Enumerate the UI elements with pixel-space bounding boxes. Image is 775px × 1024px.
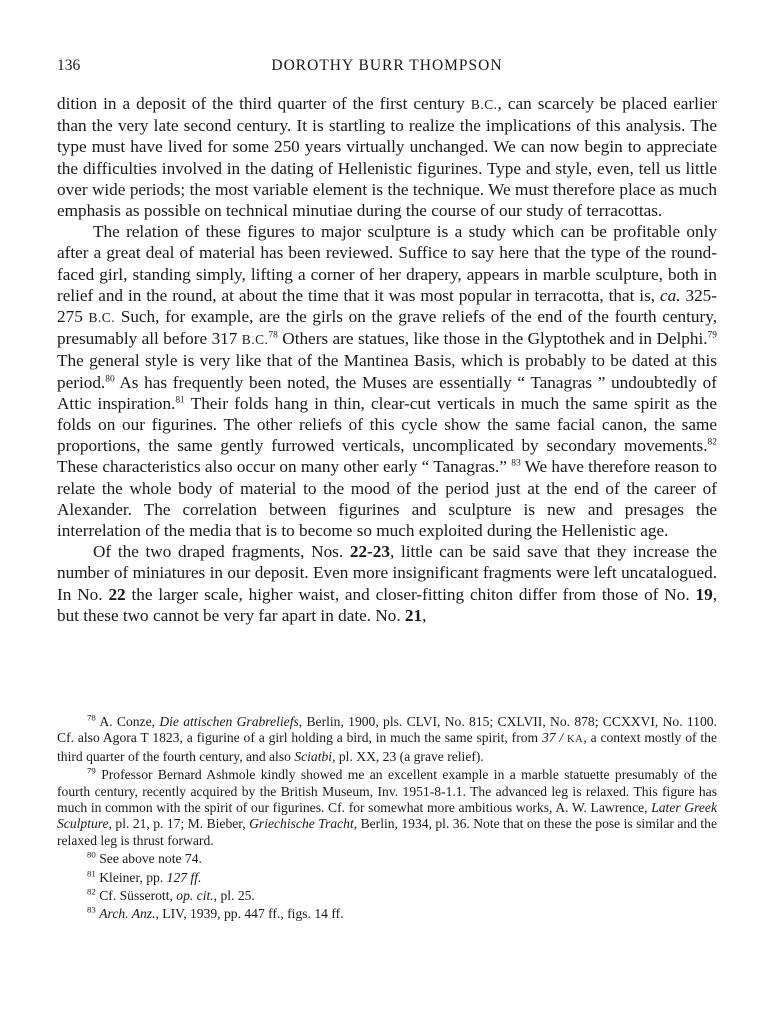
page-header: [57, 57, 717, 79]
paragraph-2: The relation of these figures to major sculpture is a study which can be profitable only after a great deal of material has been reviewed. Suffice to say here that the type of the round-faced girl, standing simply, lifting a corner of her drapery, appears in marble sculpture, both in relief and in the round, at about the time that it was most popular in terracotta, that is, ca. 325-275 B.C. Such, for example, are the girls on the grave reliefs of the end of the fourth century, presumably all before 317 B.C.$^{78}$ Others are statues, like those in the Glyptothek and in Delphi.$^{79}$ The general style is very like that of the Mantinea Basis, which is probably to be dated at this period.$^{80}$ As has frequently been noted, the Muses are essentially “ Tanagras ” undoubtedly of Attic inspiration.$^{81}$ Their folds hang in thin, clear-cut verticals in much the same spirit as the folds on our figurines. The other reliefs of this cycle show the same facial canon, the same proportions, the same gently furrowed verticals, uncomplicated by secondary movements.$^{82}$ These characteristics also occur on many other early “ Tanagras.” $^{83}$ We have therefore reason to relate the whole body of material to the mood of the period just at the end of the career of Alexander. The correlation between figurines and sculpture is new and presages the interrelation of the media that is to become so much exploited during the Hellenistic age.: [57, 222, 718, 541]
paragraph-3: Of the two draped fragments, Nos. 22-23, little can be said save that they increase the number of miniatures in our deposit. Even more insignificant fragments were left uncatalogued. In No. 22 the larger scale, higher waist, and closer-fitting chiton differ from those of No. 19, but these two cannot be very far apart in date. No. 21,: [57, 542, 717, 625]
footnote-ref-79[interactable]: 79: [707, 330, 717, 341]
running-head: DOROTHY BURR THOMPSON: [271, 57, 503, 74]
footnote-82: $^{82}$ Cf. Süsserott, op. cit., pl. 25.: [87, 886, 255, 904]
footnote-80: $^{80}$ See above note 74.: [87, 849, 202, 867]
page-number: 136: [57, 57, 81, 74]
footnote-81: $^{81}$ Kleiner, pp. 127 ff.: [87, 868, 202, 885]
footnote-ref-81[interactable]: 81: [175, 395, 185, 406]
footnote-ref-78[interactable]: 78: [268, 330, 278, 341]
footnotes: [57, 714, 717, 925]
footnote-ref-80[interactable]: 80: [105, 373, 115, 384]
footnote-79: $^{79}$ Professor Bernard Ashmole kindly showed me an excellent example in a marble statuette presumably of the fourth century, recently acquired by the British Museum, Inv. 1951-8-1.1. The advanced leg is relaxed. This figure has much in common with the spirit of our figurines. Cf. for somewhat more ambitious works, A. W. Lawrence, Later Greek Sculpture, pl. 21, p. 17; M. Bieber, Griechische Tracht, Berlin, 1934, pl. 36. Note that on these the pose is similar and the relaxed leg is thrust forward.: [57, 765, 717, 848]
paragraph-1: dition in a deposit of the third quarter of the first century B.C., can scarcely be placed earlier than the very late second century. It is startling to realize the implications of this analysis. The type must have lived for some 250 years virtually unchanged. We can now begin to appreciate the difficulties involved in the dating of Hellenistic figurines. Type and style, even, tell us little over wide periods; the most variable element is the technique. We must therefore place as much emphasis as possible on technical minutiae during the course of our study of terracottas.: [57, 94, 717, 221]
footnote-ref-83[interactable]: 83: [511, 458, 521, 469]
body-text: [57, 93, 717, 626]
footnote-ref-82[interactable]: 82: [707, 437, 717, 448]
footnote-78: $^{78}$ A. Conze, Die attischen Grabreliefs, Berlin, 1900, pls. CLVI, No. 815; CXLVII, No. 878; CCXXVI, No. 1100. Cf. also Agora T 1823, a figurine of a girl holding a bird, in much the same spirit, from 37 / KA, a context mostly of the third quarter of the fourth century, and also Sciatbi, pl. XX, 23 (a grave relief).: [57, 712, 717, 764]
footnote-83: $^{83}$ Arch. Anz., LIV, 1939, pp. 447 ff., figs. 14 ff.: [87, 904, 344, 922]
